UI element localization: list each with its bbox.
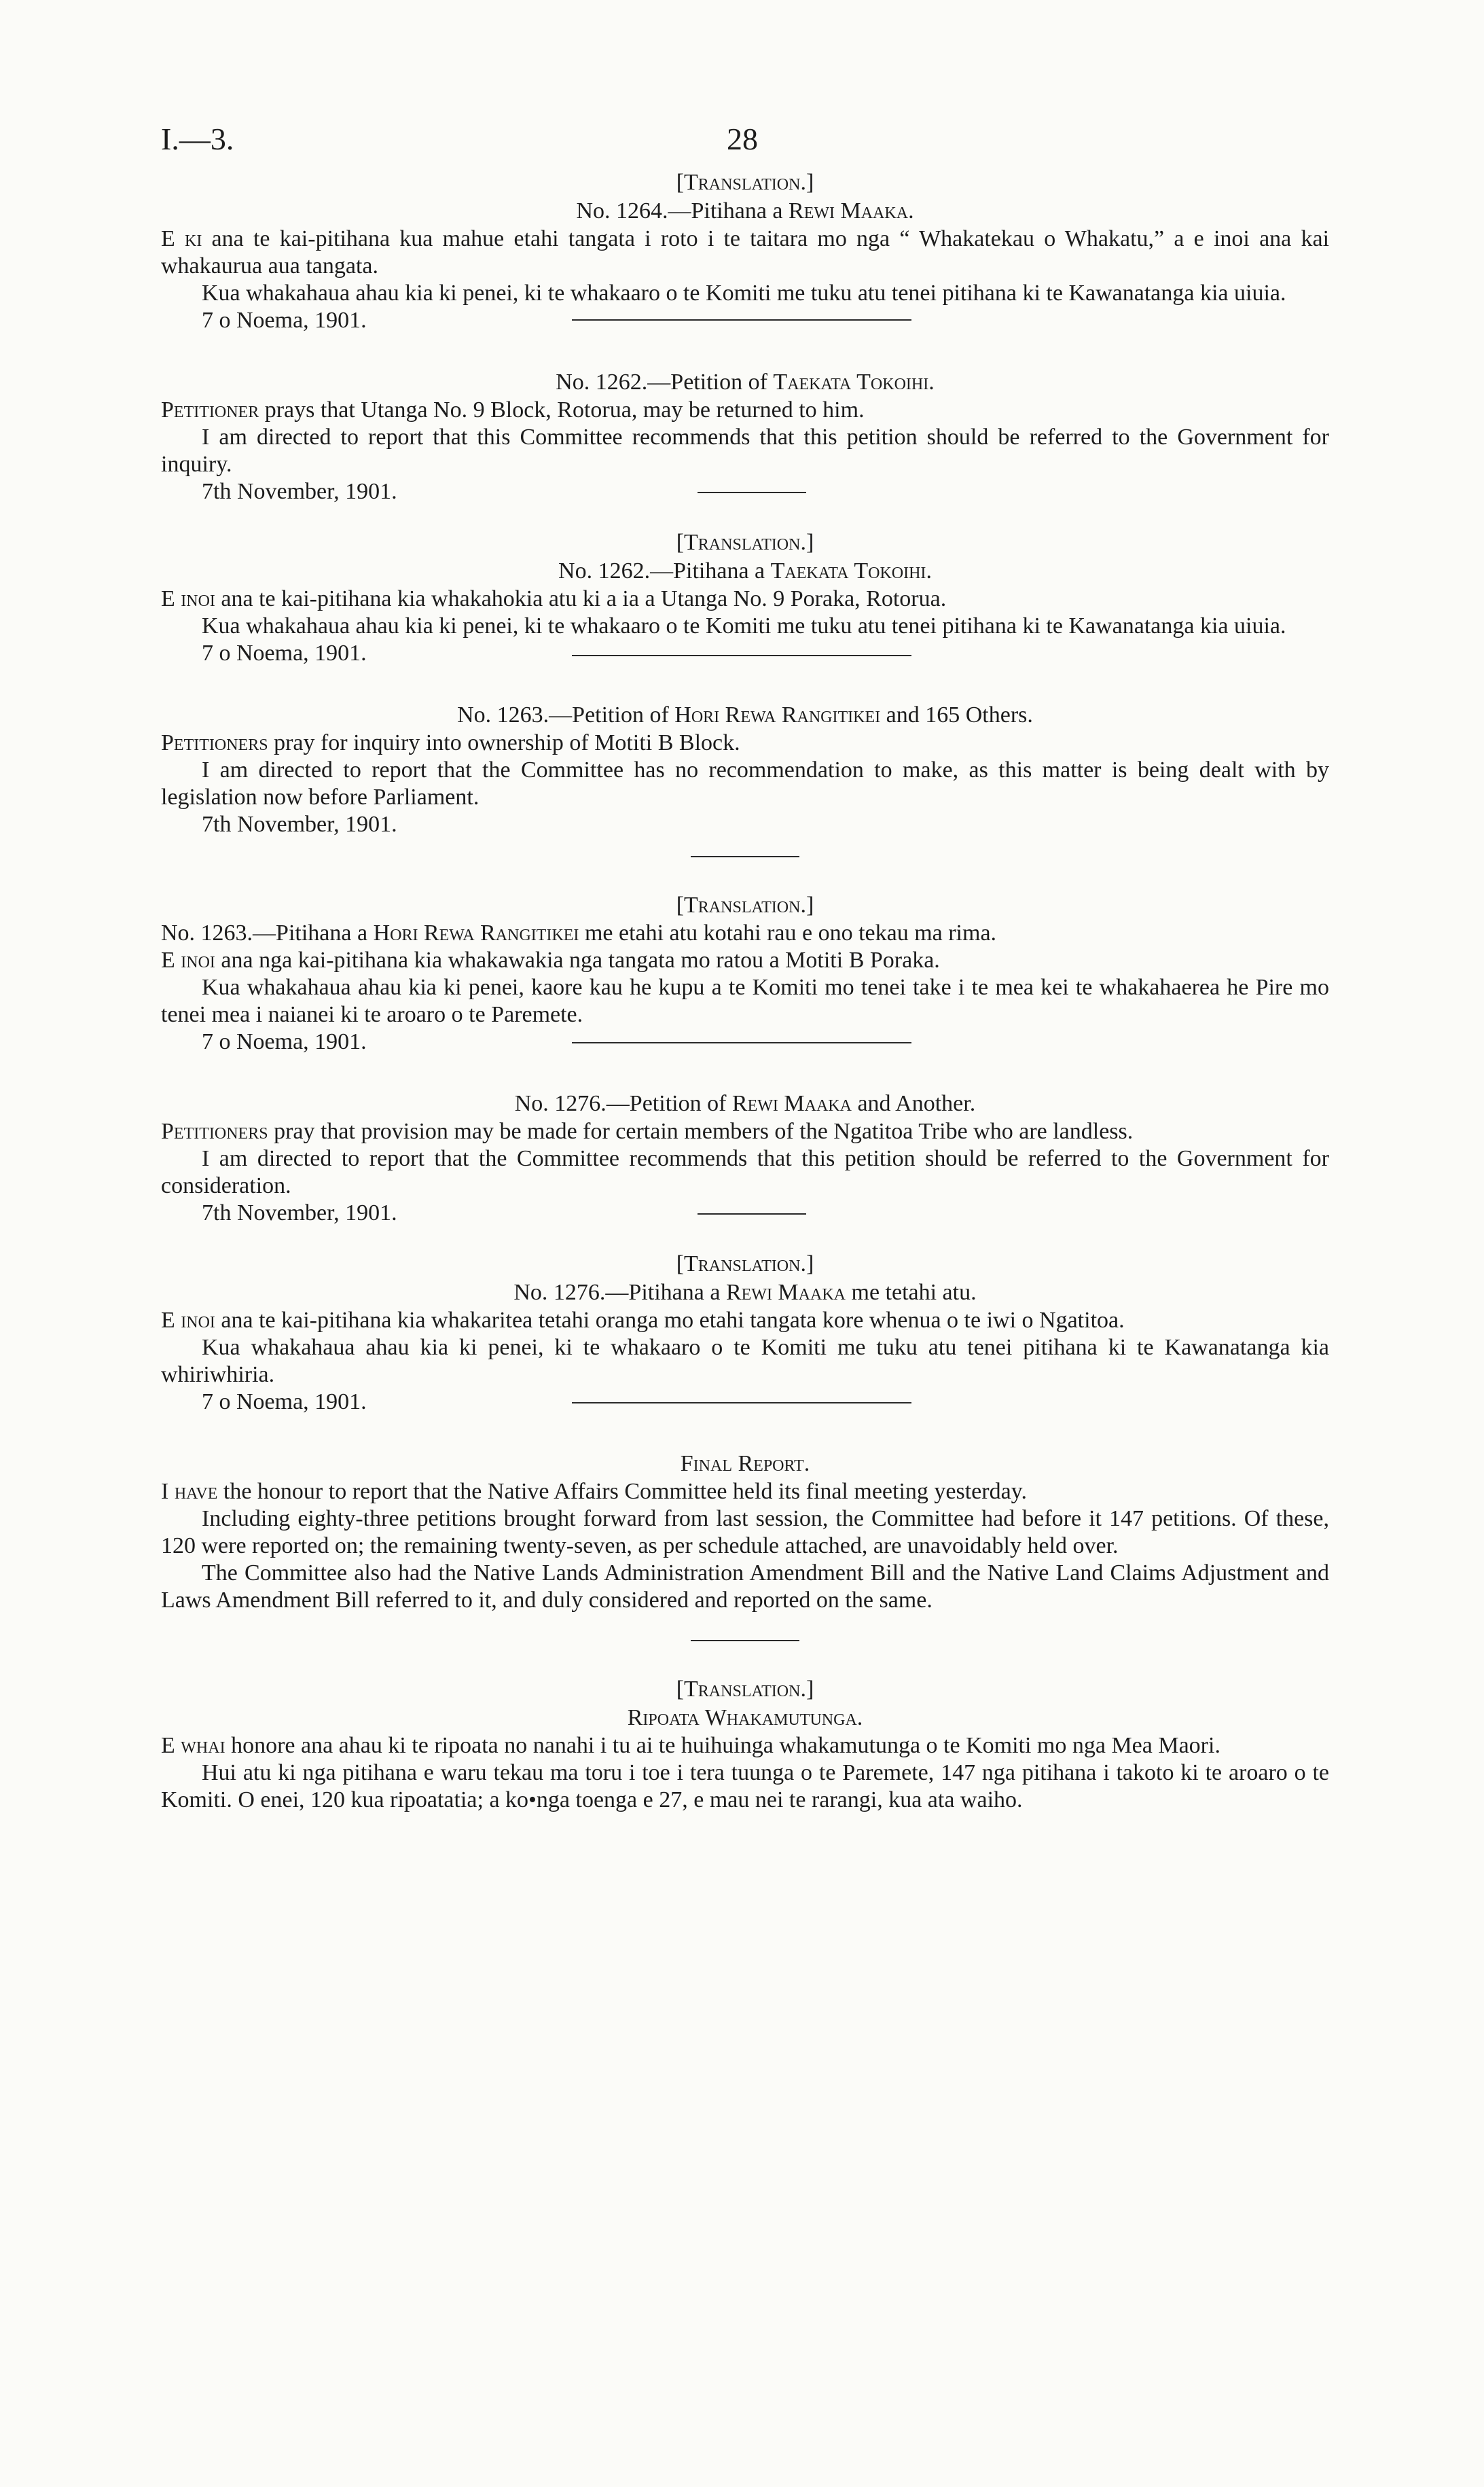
petition-section bbox=[161, 1250, 1329, 1416]
petition-prayer: E inoi ana te kai-pitihana kia whakahokia atu ki a ia a Utanga No. 9 Poraka, Rotorua. bbox=[161, 586, 947, 611]
petition-date: 7th November, 1901. bbox=[202, 478, 1329, 505]
petition-prayer: Petitioners pray for inquiry into ownership of Motiti B Block. bbox=[161, 730, 740, 755]
petition-prayer: E inoi ana te kai-pitihana kia whakaritea tetahi oranga mo etahi tangata kore whenua o te iwi o Ngatitoa. bbox=[161, 1308, 1125, 1333]
section-rule bbox=[572, 655, 911, 656]
final-translation-paragraph: Hui atu ki nga pitihana e waru tekau ma toru i toe i tera tuunga o te Paremete, 147 nga pitihana i takoto ki te aroaro o te Komiti. O enei, 120 kua ripoatatia; a ko•nga toenga e 27, e mau nei te rarangi, kua ata waiho. bbox=[161, 1760, 1329, 1812]
section-rule bbox=[572, 319, 911, 321]
petition-title: No. 1264.—Pitihana a Rewi Maaka. bbox=[576, 198, 914, 223]
petition-section bbox=[161, 891, 1329, 1056]
petition-date: 7 o Noema, 1901. bbox=[202, 640, 1329, 667]
section-rule bbox=[572, 1402, 911, 1403]
translation-label: [Translation.] bbox=[676, 170, 814, 195]
petition-section bbox=[161, 1090, 1329, 1227]
petition-title: No. 1263.—Petition of Hori Rewa Rangitikei and 165 Others. bbox=[457, 702, 1033, 728]
translation-label: [Translation.] bbox=[676, 893, 814, 918]
petition-section bbox=[161, 529, 1329, 667]
translation-label: [Translation.] bbox=[676, 1677, 814, 1702]
petition-title: No. 1262.—Petition of Taekata Tokoihi. bbox=[556, 370, 935, 395]
translation-label: [Translation.] bbox=[676, 1251, 814, 1276]
petition-title: No. 1276.—Petition of Rewi Maaka and Another. bbox=[514, 1091, 976, 1116]
petition-report: Kua whakahaua ahau kia ki penei, ki te whakaaro o te Komiti me tuku atu tenei pitihana ki te Kawanatanga kia uiuia. bbox=[202, 613, 1286, 639]
report-reference: I.—3. bbox=[161, 122, 234, 156]
section-rule bbox=[572, 1042, 911, 1043]
final-report-section bbox=[161, 1450, 1329, 1641]
final-report-paragraph: I have the honour to report that the Native Affairs Committee held its final meeting yesterday. bbox=[161, 1479, 1027, 1504]
final-report-paragraph: Including eighty-three petitions brought forward from last session, the Committee had before it 147 petitions. Of these, 120 were reported on; the remaining twenty-seven, as per schedule attached, are unavoidably held over. bbox=[161, 1506, 1329, 1558]
petition-prayer: Petitioner prays that Utanga No. 9 Block, Rotorua, may be returned to him. bbox=[161, 397, 865, 423]
page-header bbox=[161, 121, 1329, 168]
petition-prayer: E inoi ana nga kai-pitihana kia whakawakia nga tangata mo ratou a Motiti B Poraka. bbox=[161, 948, 940, 973]
final-translation-paragraph: E whai honore ana ahau ki te ripoata no nanahi i tu ai te huihuinga whakamutunga o te Komiti mo nga Mea Maori. bbox=[161, 1733, 1220, 1758]
section-rule bbox=[698, 1213, 806, 1215]
petition-date: 7 o Noema, 1901. bbox=[202, 1028, 1329, 1056]
petition-report: I am directed to report that the Committee recommends that this petition should be referred to the Government for consideration. bbox=[161, 1146, 1329, 1198]
final-translation-section bbox=[161, 1675, 1329, 1814]
petition-title: No. 1276.—Pitihana a Rewi Maaka me tetahi atu. bbox=[513, 1280, 977, 1305]
petition-report: I am directed to report that the Committee has no recommendation to make, as this matter is being dealt with by legislation now before Parliament. bbox=[161, 757, 1329, 810]
petition-report: Kua whakahaua ahau kia ki penei, ki te whakaaro o te Komiti me tuku atu tenei pitihana ki te Kawanatanga kia uiuia. bbox=[202, 281, 1286, 306]
petition-date: 7th November, 1901. bbox=[202, 812, 397, 837]
petition-date: 7th November, 1901. bbox=[202, 1200, 1329, 1227]
petition-report: I am directed to report that this Committee recommends that this petition should be referred to the Government for inquiry. bbox=[161, 425, 1329, 477]
petition-date: 7 o Noema, 1901. bbox=[202, 307, 1329, 334]
petition-date: 7 o Noema, 1901. bbox=[202, 1389, 1329, 1416]
petition-section bbox=[161, 168, 1329, 334]
final-translation-title: Ripoata Whakamutunga. bbox=[627, 1705, 863, 1730]
petition-title: No. 1263.—Pitihana a Hori Rewa Rangitikei me etahi atu kotahi rau e ono tekau ma rima. bbox=[161, 920, 997, 946]
section-rule bbox=[698, 492, 806, 493]
final-report-paragraph: The Committee also had the Native Lands Administration Amendment Bill and the Native Land Claims Adjustment and Laws Amendment Bill referred to it, and duly considered and reported on the same. bbox=[161, 1560, 1329, 1613]
page-number: 28 bbox=[727, 122, 758, 156]
petition-section bbox=[161, 368, 1329, 505]
petition-prayer: Petitioners pray that provision may be made for certain members of the Ngatitoa Tribe who are landless. bbox=[161, 1119, 1134, 1144]
petition-prayer: E ki ana te kai-pitihana kua mahue etahi tangata i roto i te taitara mo nga “ Whakatekau o Whakatu,” a e inoi ana kai whakaurua aua tangata. bbox=[161, 226, 1330, 279]
petition-report: Kua whakahaua ahau kia ki penei, kaore kau he kupu a te Komiti mo tenei take i te mea kei te whakahaerea he Pire mo tenei mea i naianei ki te aroaro o te Paremete. bbox=[161, 975, 1329, 1027]
document-page bbox=[161, 121, 1329, 1814]
petition-report: Kua whakahaua ahau kia ki penei, ki te whakaaro o te Komiti me tuku atu tenei pitihana ki te Kawanatanga kia whiriwhiria. bbox=[161, 1335, 1329, 1387]
petition-section bbox=[161, 701, 1329, 857]
petition-title: No. 1262.—Pitihana a Taekata Tokoihi. bbox=[558, 558, 932, 584]
translation-label: [Translation.] bbox=[676, 530, 814, 555]
final-report-title: Final Report. bbox=[680, 1451, 810, 1476]
